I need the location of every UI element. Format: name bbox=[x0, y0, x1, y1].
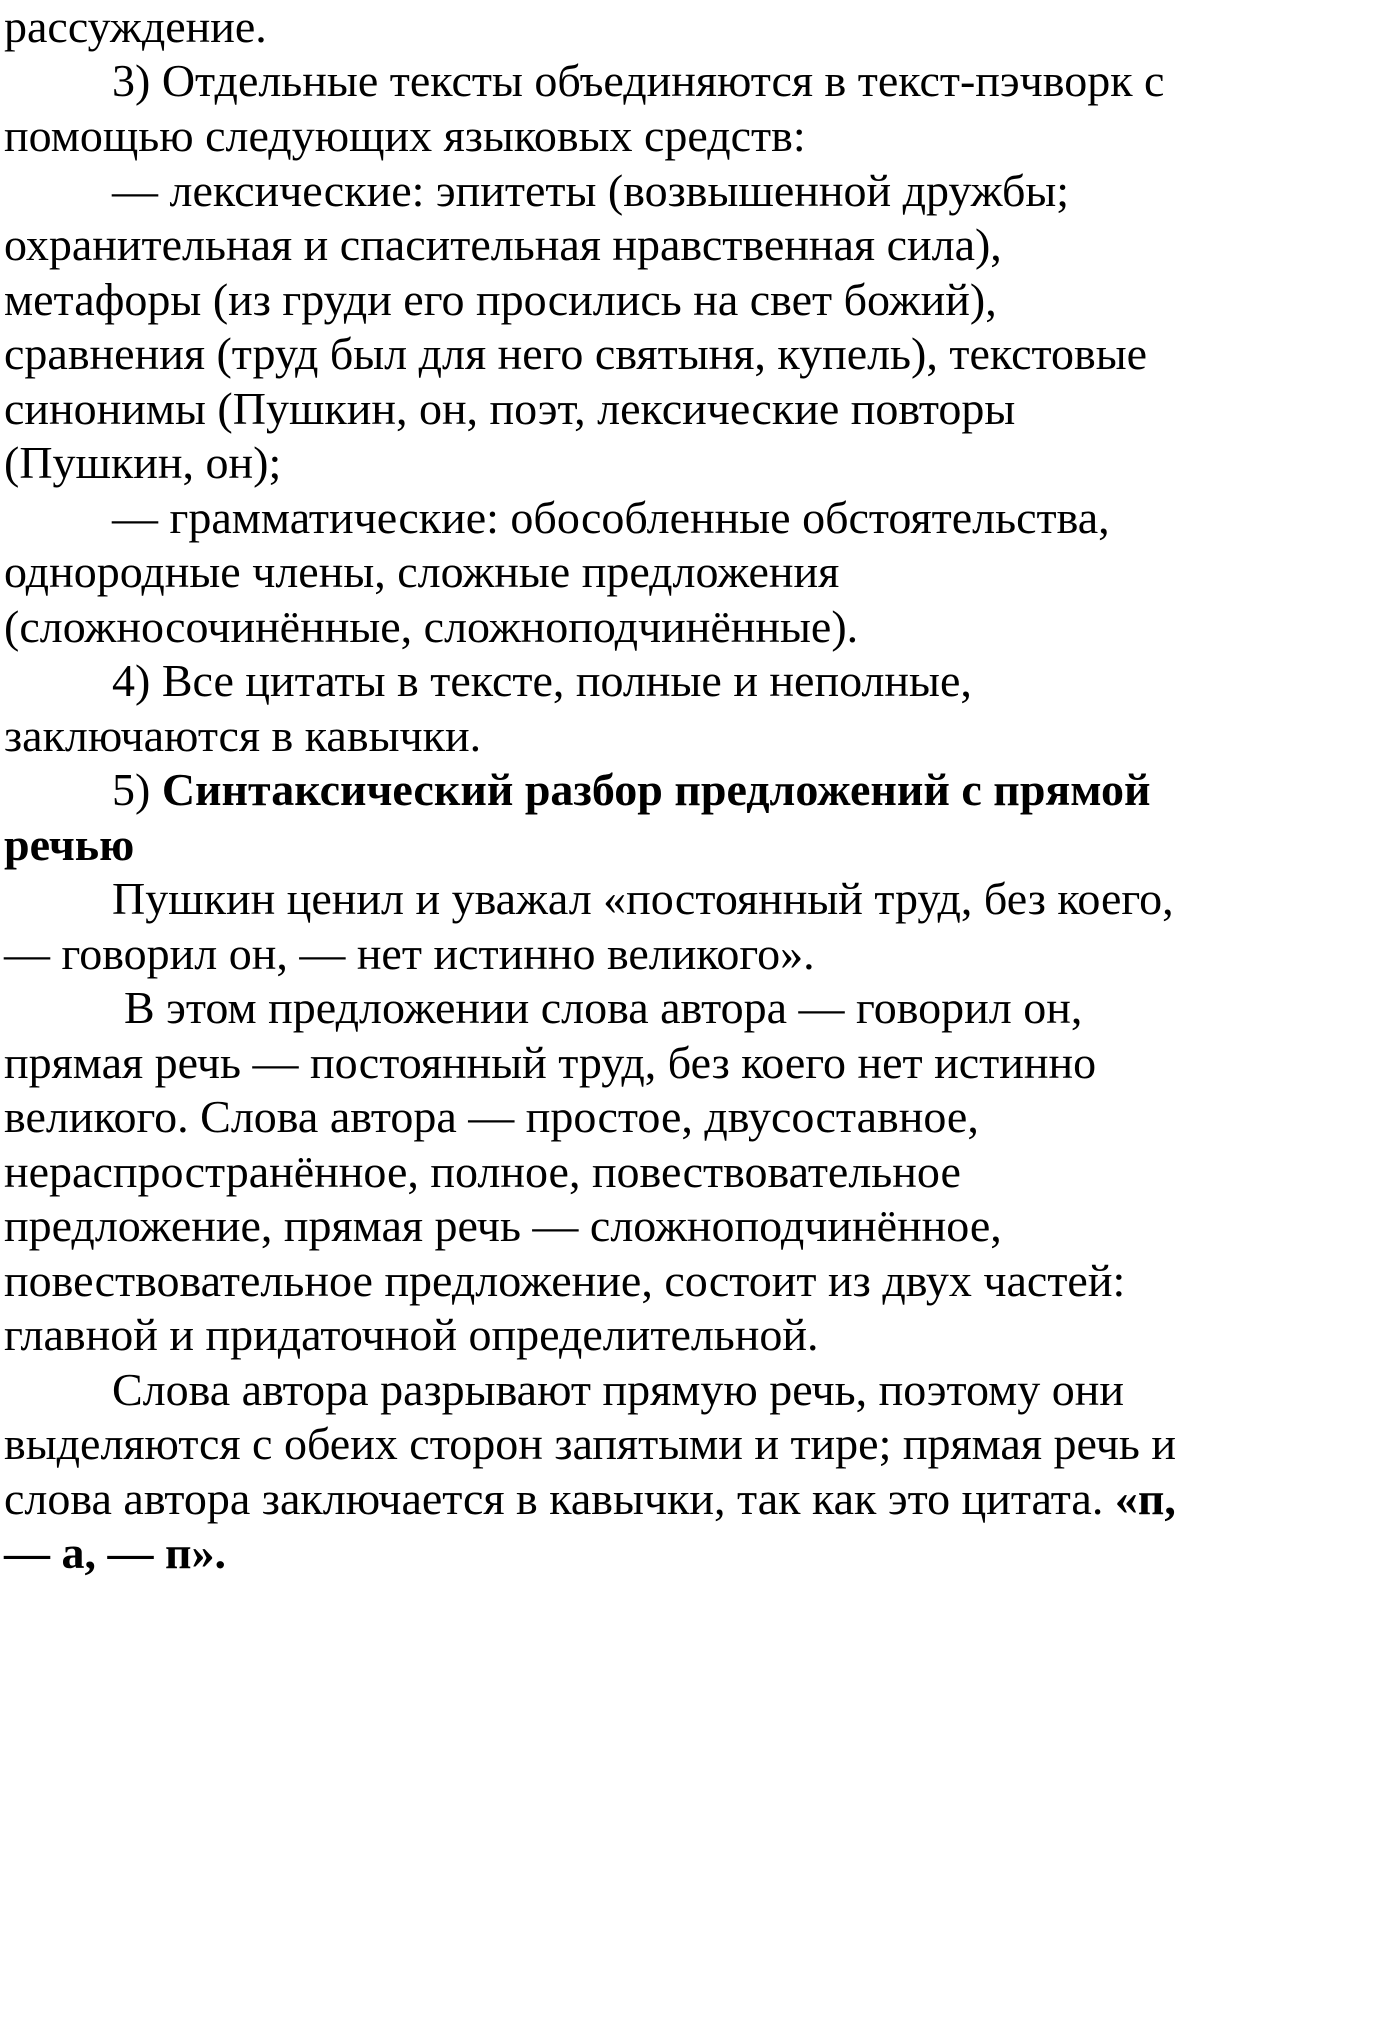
text-line: рассуждение. bbox=[4, 1, 267, 52]
text-line: заключаются в кавычки. bbox=[4, 710, 482, 761]
text-line: Слова автора разрывают прямую речь, поэтому они bbox=[112, 1364, 1124, 1415]
text-line: главной и придаточной определительной. bbox=[4, 1309, 819, 1360]
text-line: повествовательное предложение, состоит из двух частей: bbox=[4, 1255, 1126, 1306]
text-line: Пушкин ценил и уважал «постоянный труд, без коего, bbox=[112, 873, 1174, 924]
text-line: однородные члены, сложные предложения bbox=[4, 546, 840, 597]
section-heading bbox=[112, 764, 1151, 815]
text-line: прямая речь — постоянный труд, без коего нет истинно bbox=[4, 1037, 1097, 1088]
text-line bbox=[4, 1527, 227, 1578]
text-line bbox=[4, 1473, 1176, 1524]
text-line: синонимы (Пушкин, он, поэт, лексические повторы bbox=[4, 383, 1016, 434]
text-line: 4) Все цитаты в тексте, полные и неполные, bbox=[112, 655, 972, 706]
text-line: метафоры (из груди его просились на свет божий), bbox=[4, 274, 997, 325]
text-line: сравнения (труд был для него святыня, купель), текстовые bbox=[4, 328, 1148, 379]
text-line: (сложносочинённые, сложноподчинённые). bbox=[4, 601, 859, 652]
text-line: — лексические: эпитеты (возвышенной дружбы; bbox=[112, 165, 1070, 216]
text-line: — грамматические: обособленные обстоятельства, bbox=[112, 492, 1110, 543]
text-line: В этом предложении слова автора — говорил он, bbox=[124, 982, 1083, 1033]
text-line: охранительная и спасительная нравственная сила), bbox=[4, 219, 1002, 270]
heading-number: 5) bbox=[112, 764, 162, 815]
text-line: выделяются с обеих сторон запятыми и тире; прямая речь и bbox=[4, 1418, 1177, 1469]
text-segment: слова автора заключается в кавычки, так как это цитата. bbox=[4, 1473, 1115, 1524]
text-line bbox=[4, 819, 135, 870]
scheme-bold-text: — а, — п». bbox=[4, 1527, 227, 1578]
text-line: (Пушкин, он); bbox=[4, 437, 282, 488]
text-line: предложение, прямая речь — сложноподчинённое, bbox=[4, 1200, 1002, 1251]
text-line: помощью следующих языковых средств: bbox=[4, 110, 806, 161]
scheme-bold-text: «п, bbox=[1114, 1473, 1176, 1524]
text-line: великого. Слова автора — простое, двусоставное, bbox=[4, 1091, 979, 1142]
text-line: нераспространённое, полное, повествовательное bbox=[4, 1146, 961, 1197]
heading-bold-text: речью bbox=[4, 819, 135, 870]
heading-bold-text: Синтаксический разбор предложений с прямой bbox=[161, 764, 1151, 815]
text-line: — говорил он, — нет истинно великого». bbox=[4, 928, 815, 979]
text-line: 3) Отдельные тексты объединяются в текст-пэчворк с bbox=[112, 55, 1165, 106]
